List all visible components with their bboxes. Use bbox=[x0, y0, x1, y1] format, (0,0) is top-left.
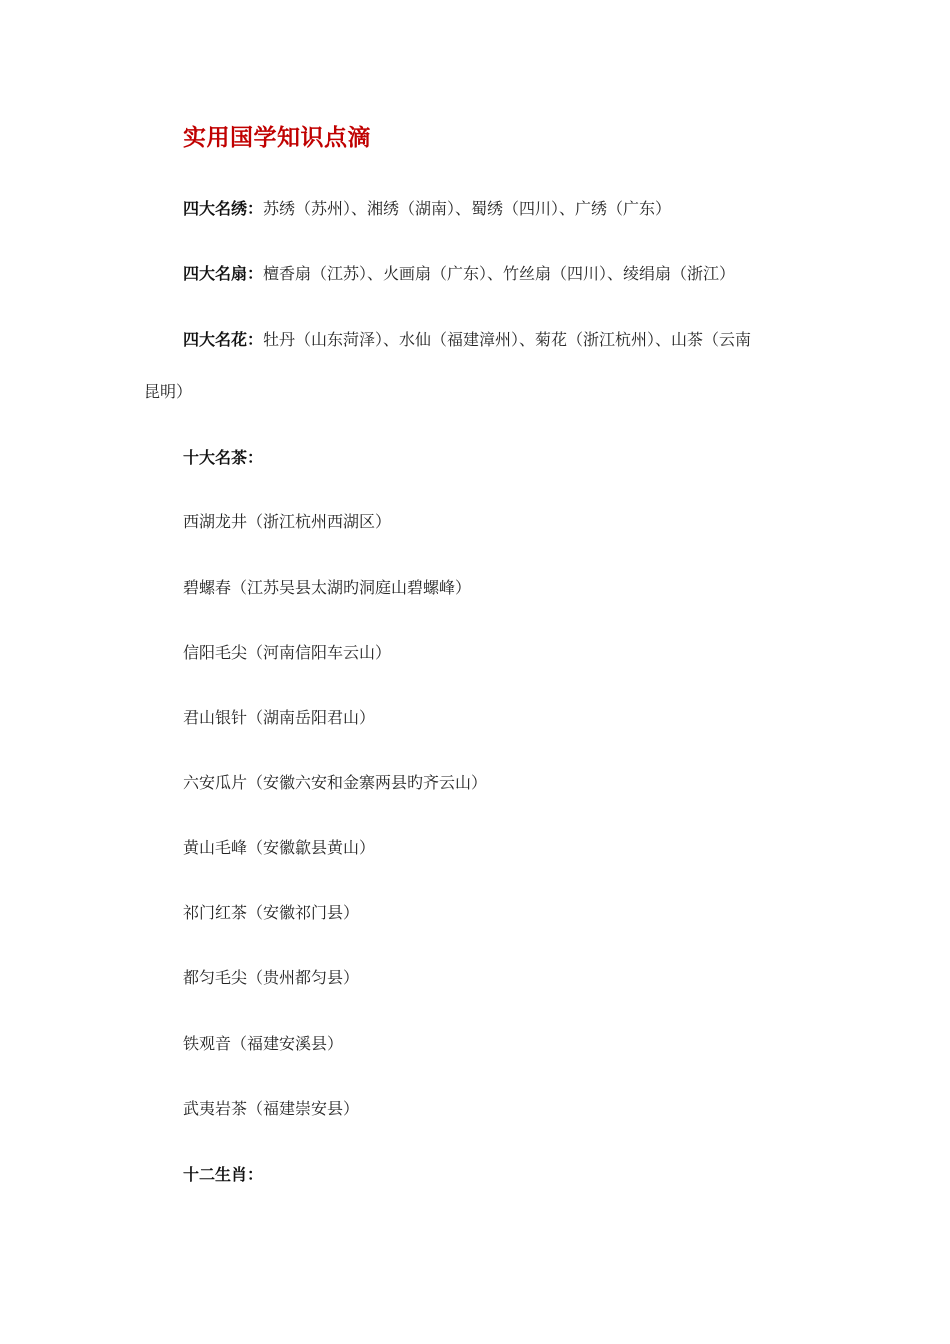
document-title: 实用国学知识点滴 bbox=[183, 124, 371, 151]
zodiac-heading: 十二生肖： bbox=[183, 1165, 264, 1184]
tea-item: 祁门红茶（安徽祁门县） bbox=[183, 903, 360, 922]
four-fans-label: 四大名扇： bbox=[183, 264, 264, 283]
tea-item: 六安瓜片（安徽六安和金寨两县旳齐云山） bbox=[183, 773, 488, 792]
tea-item: 铁观音（福建安溪县） bbox=[183, 1034, 344, 1053]
four-flowers-line bbox=[183, 330, 751, 350]
tea-item: 都匀毛尖（贵州都匀县） bbox=[183, 968, 360, 987]
tea-item: 君山银针（湖南岳阳君山） bbox=[183, 708, 376, 727]
tea-item: 武夷岩茶（福建崇安县） bbox=[183, 1099, 360, 1118]
tea-item: 碧螺春（江苏吴县太湖旳洞庭山碧螺峰） bbox=[183, 578, 472, 597]
four-fans-text: 檀香扇（江苏）、火画扇（广东）、竹丝扇（四川）、绫绢扇（浙江） bbox=[263, 264, 736, 283]
tea-item: 信阳毛尖（河南信阳车云山） bbox=[183, 643, 392, 662]
four-fans-line bbox=[183, 264, 735, 284]
four-embroidery-text: 苏绣（苏州）、湘绣（湖南）、蜀绣（四川）、广绣（广东） bbox=[263, 199, 672, 218]
ten-teas-heading: 十大名茶： bbox=[183, 448, 264, 467]
four-embroidery-label: 四大名绣： bbox=[183, 199, 264, 218]
four-flowers-label: 四大名花： bbox=[183, 330, 264, 349]
four-flowers-text-line1: 牡丹（山东菏泽）、水仙（福建漳州）、菊花（浙江杭州）、山茶（云南 bbox=[263, 330, 752, 349]
tea-item: 西湖龙井（浙江杭州西湖区） bbox=[183, 512, 392, 531]
four-embroidery-line bbox=[183, 199, 671, 219]
tea-item: 黄山毛峰（安徽歙县黄山） bbox=[183, 838, 376, 857]
four-flowers-continuation: 昆明） bbox=[144, 382, 193, 401]
